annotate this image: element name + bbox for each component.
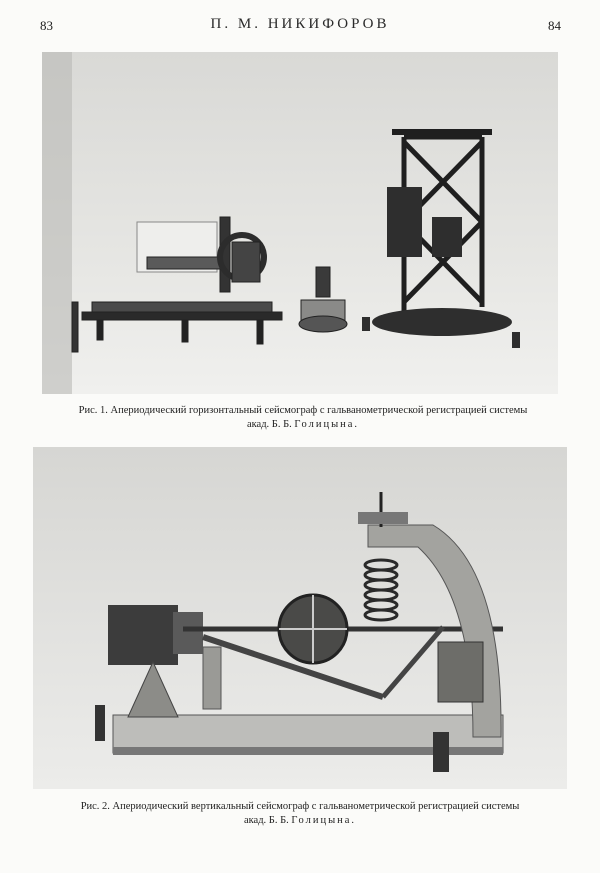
running-title: П. М. НИКИФОРОВ — [210, 16, 390, 32]
figure-1-caption-line-1: Рис. 1. Апериодический горизонтальный сейсмограф с гальванометрической регистрацией системы — [78, 405, 528, 416]
figure-2-caption-prefix: акад. Б. Б. — [243, 815, 289, 826]
figure-1-caption — [48, 404, 558, 432]
figure-1-caption-name: Голицына. — [294, 419, 360, 430]
figure-2-caption-line-2 — [40, 814, 560, 828]
figure-1-caption-prefix: акад. Б. Б. — [246, 419, 292, 430]
figure-2-photo — [33, 447, 567, 789]
figure-1-caption-line-2 — [48, 418, 558, 432]
page-number-left: 83 — [40, 18, 53, 33]
figure-2-caption — [40, 800, 560, 828]
page-number-right: 84 — [548, 18, 561, 33]
figure-1-photo — [42, 52, 558, 394]
figure-2-caption-name: Голицына. — [291, 815, 357, 826]
page-header — [0, 16, 600, 36]
figure-2-caption-line-1: Рис. 2. Апериодический вертикальный сейсмограф с гальванометрической регистрацией системы — [80, 801, 520, 812]
